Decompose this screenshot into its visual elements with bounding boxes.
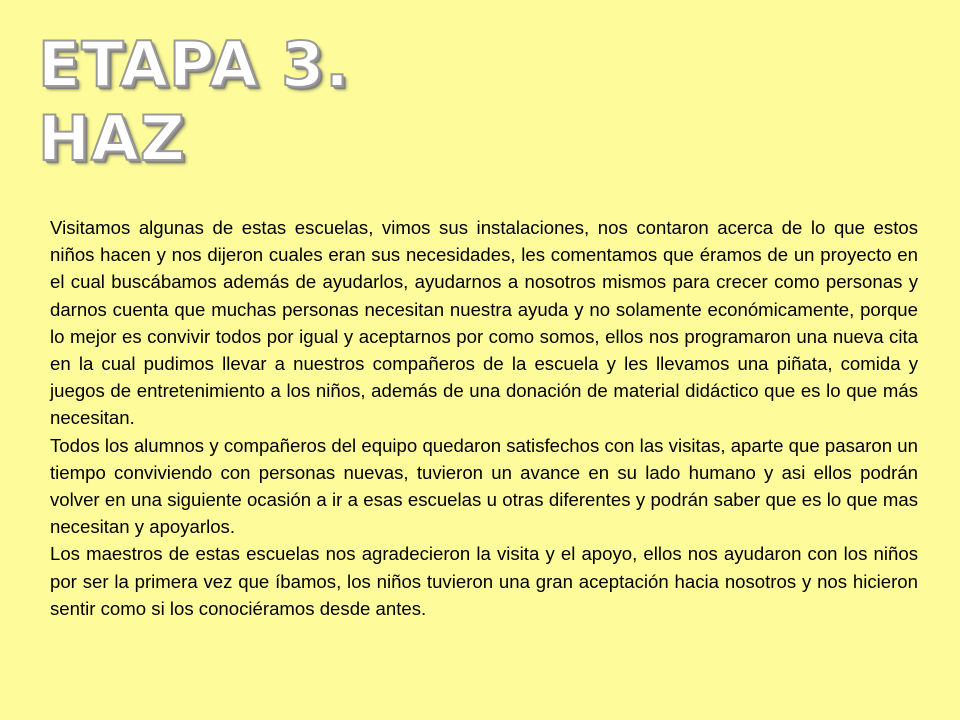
title-line-1: ETAPA 3. [38, 28, 350, 101]
body-text [50, 214, 918, 622]
paragraph-1: Visitamos algunas de estas escuelas, vimos sus instalaciones, nos contaron acerca de lo que estos niños hacen y nos dijeron cuales eran sus necesidades, les comentamos que éramos de un proyecto en el cual buscábamos además de ayudarlos, ayudarnos a nosotros mismos para crecer como personas y darnos cuenta que muchas personas necesitan nuestra ayuda y no solamente económicamente, porque lo mejor es convivir todos por igual y aceptarnos por como somos, ellos nos programaron una nueva cita en la cual pudimos llevar a nuestros compañeros de la escuela y les llevamos una piñata, comida y juegos de entretenimiento a los niños, además de una donación de material didáctico que es lo que más necesitan. [50, 217, 918, 429]
paragraph-2: Todos los alumnos y compañeros del equipo quedaron satisfechos con las visitas, aparte que pasaron un tiempo conviviendo con personas nuevas, tuvieron un avance en su lado humano y asi ellos podrán volver en una siguiente ocasión a ir a esas escuelas u otras diferentes y podrán saber que es lo que mas necesitan y apoyarlos. [50, 434, 918, 538]
title-line-2: HAZ [38, 102, 186, 175]
paragraph-3: Los maestros de estas escuelas nos agradecieron la visita y el apoyo, ellos nos ayudaron con los niños por ser la primera vez que íbamos, los niños tuvieron una gran aceptación hacia nosotros y nos hicieron sentir como si los conociéramos desde antes. [50, 543, 918, 619]
slide-title [38, 28, 350, 176]
